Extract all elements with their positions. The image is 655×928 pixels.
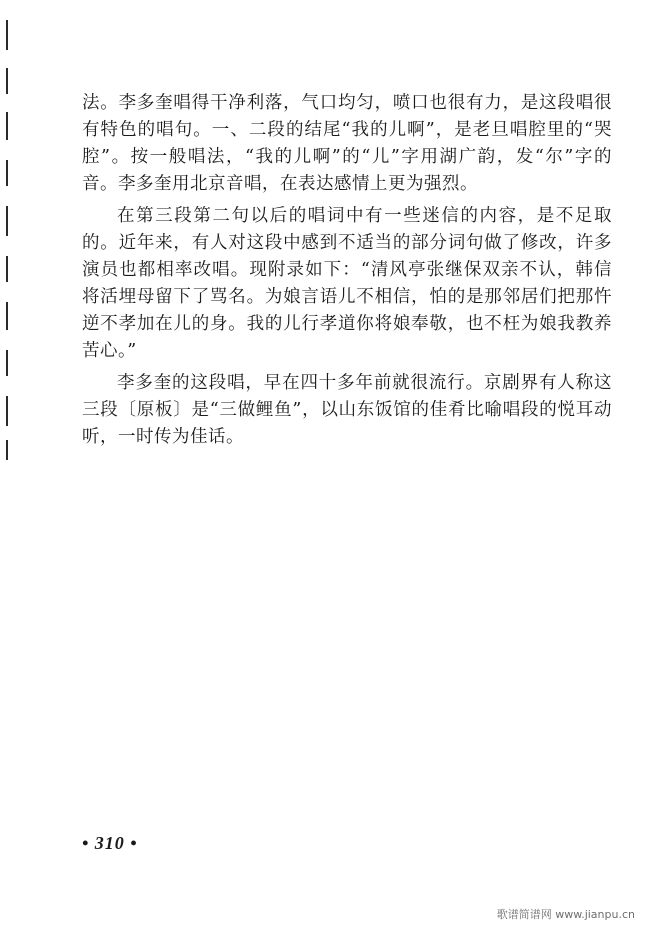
watermark: 歌谱简谱网 www.jianpu.cn — [496, 908, 635, 921]
scan-edge-marks — [6, 20, 9, 460]
paragraph-3: 李多奎的这段唱，早在四十多年前就很流行。京剧界有人称这三段〔原板〕是“三做鲤鱼”，以山东饭馆的佳肴比喻唱段的悦耳动听，一时传为佳话。 — [82, 373, 612, 447]
body-text — [82, 90, 612, 456]
page-number: • 310 • — [82, 833, 138, 853]
paragraph-2: 在第三段第二句以后的唱词中有一些迷信的内容，是不足取的。近年来，有人对这段中感到不适当的部分词句做了修改，许多演员也都相率改唱。现附录如下：“清风亭张继保双亲不认，韩信将活埋母留下了骂名。为娘言语儿不相信，怕的是那邻居们把那忤逆不孝加在儿的身。我的儿行孝道你将娘奉敬，也不枉为娘我教养苦心。” — [82, 206, 612, 361]
paragraph-1: 法。李多奎唱得干净利落，气口均匀，喷口也很有力，是这段唱很有特色的唱句。一、二段的结尾“我的儿啊”，是老旦唱腔里的“哭腔”。按一般唱法，“我的儿啊”的“儿”字用湖广韵，发“尔”字的音。李多奎用北京音唱，在表达感情上更为强烈。 — [82, 93, 612, 194]
